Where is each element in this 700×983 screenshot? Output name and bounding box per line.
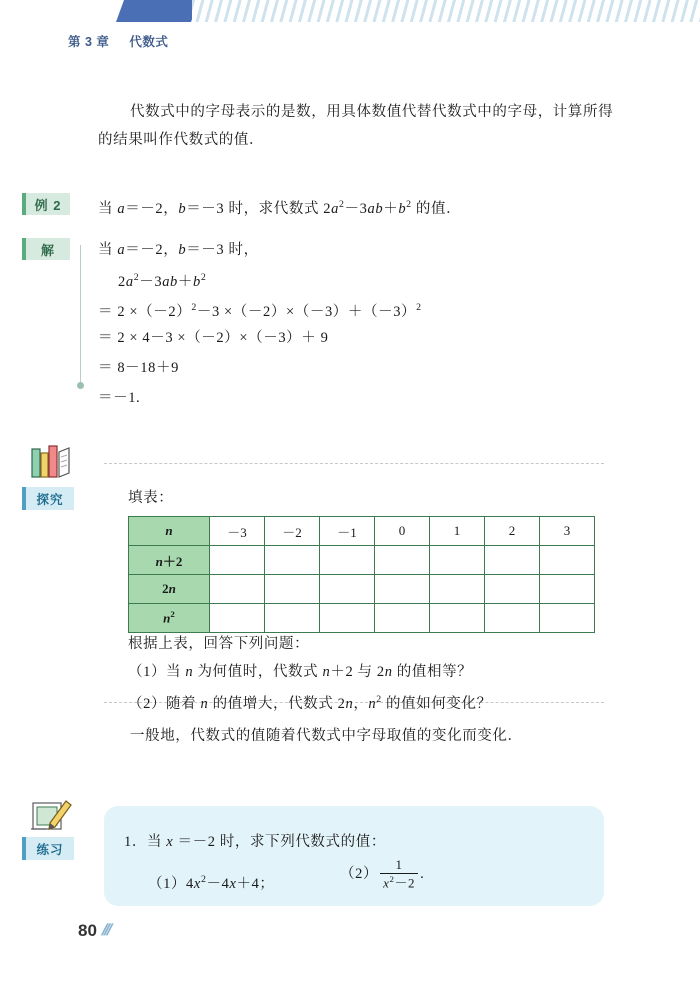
table-cell-blank[interactable] (210, 575, 265, 604)
pencil-notebook-icon (26, 793, 74, 835)
explore-question-1: （1）当 n 为何值时，代数式 n＋2 与 2n 的值相等？ (128, 664, 473, 680)
page-number-decoration: /// (99, 922, 113, 939)
table-row-header: n＋2 (129, 546, 210, 575)
chapter-breadcrumb (68, 32, 168, 50)
solution-line-4: ＝ 2 × 4－3 ×（－2）×（－3）＋ 9 (98, 330, 329, 346)
page-number: 80 (78, 921, 97, 940)
table-cell-blank[interactable] (485, 604, 540, 633)
solution-vertical-rule (80, 245, 81, 385)
table-cell: －2 (265, 517, 320, 546)
table-cell-blank[interactable] (485, 546, 540, 575)
table-cell-blank[interactable] (320, 546, 375, 575)
table-cell-blank[interactable] (210, 604, 265, 633)
practice-tab: 练习 (22, 837, 74, 860)
table-cell-blank[interactable] (375, 575, 430, 604)
table-cell-blank[interactable] (430, 546, 485, 575)
fill-table-label: 填表： (128, 490, 174, 506)
table-cell-blank[interactable] (210, 546, 265, 575)
table-cell-blank[interactable] (430, 604, 485, 633)
table-cell-blank[interactable] (540, 604, 595, 633)
general-statement: 一般地，代数式的值随着代数式中字母取值的变化而变化． (130, 728, 523, 744)
table-cell-blank[interactable] (485, 575, 540, 604)
section-divider-top (104, 463, 604, 464)
table-row (129, 604, 595, 633)
blue-accent-block (116, 0, 199, 22)
chapter-number: 第 3 章 (68, 35, 110, 49)
intro-paragraph: 代数式中的字母表示的是数，用具体数值代替代数式中的字母，计算所得的结果叫作代数式的值． (98, 104, 614, 148)
solution-line-1: 当 a＝－2，b＝－3 时， (98, 242, 259, 258)
practice-item-b-suffix: . (420, 865, 425, 882)
solution-line-3: ＝ $2 \times(-2)^2-3 \times(-2)\times(-3)+(-3)^2$ (98, 302, 422, 320)
table-cell-blank[interactable] (375, 604, 430, 633)
table-cell: －3 (210, 517, 265, 546)
chapter-title: 代数式 (129, 35, 169, 49)
fraction-numerator: 1 (380, 858, 418, 874)
explore-question-2: （2）随着 n 的值增大，代数式 2n，$n^2$ 的值如何变化？ (128, 694, 492, 712)
solution-line-2: $2a^2-3ab+b^2$ (118, 272, 207, 290)
table-cell-blank[interactable] (320, 604, 375, 633)
explore-table (128, 516, 595, 633)
example-statement: 当 a＝－2，b＝－3 时，求代数式 $2a^2-3ab+b^2$ 的值． (98, 199, 462, 217)
table-cell-blank[interactable] (375, 546, 430, 575)
table-row-header: n (129, 517, 210, 546)
solution-line-6: ＝－1. (98, 390, 141, 406)
fraction (380, 858, 418, 891)
example-tab: 例 2 (22, 193, 70, 215)
striped-band (192, 0, 700, 22)
table-cell-blank[interactable] (265, 546, 320, 575)
solution-tab: 解 (22, 238, 70, 260)
table-row (129, 575, 595, 604)
table-row (129, 517, 595, 546)
table-cell-blank[interactable] (265, 575, 320, 604)
practice-item-a: $(1)4x^2-4x+4$； (148, 874, 275, 892)
table-cell-blank[interactable] (320, 575, 375, 604)
page-top-decoration (0, 0, 700, 22)
explore-tab: 探究 (22, 487, 74, 510)
books-icon (26, 443, 74, 483)
table-cell-blank[interactable] (265, 604, 320, 633)
table-cell-blank[interactable] (540, 546, 595, 575)
solution-line-5: ＝ 8－18＋9 (98, 360, 179, 376)
questions-intro: 根据上表，回答下列问题： (128, 636, 310, 652)
practice-item-b-prefix: （2） (340, 865, 379, 882)
table-row-header: $n^2$ (129, 604, 210, 633)
table-cell-blank[interactable] (430, 575, 485, 604)
practice-line-1: 1．当 x ＝－2 时，求下列代数式的值： (124, 834, 386, 850)
table-cell: 0 (375, 517, 430, 546)
table-cell: 1 (430, 517, 485, 546)
table-cell-blank[interactable] (540, 575, 595, 604)
table-row (129, 546, 595, 575)
table-cell: －1 (320, 517, 375, 546)
table-cell: 3 (540, 517, 595, 546)
table-cell: 2 (485, 517, 540, 546)
table-row-header: 2n (129, 575, 210, 604)
fraction-denominator: $x^2-2$ (383, 873, 416, 891)
practice-item-b (340, 858, 424, 891)
